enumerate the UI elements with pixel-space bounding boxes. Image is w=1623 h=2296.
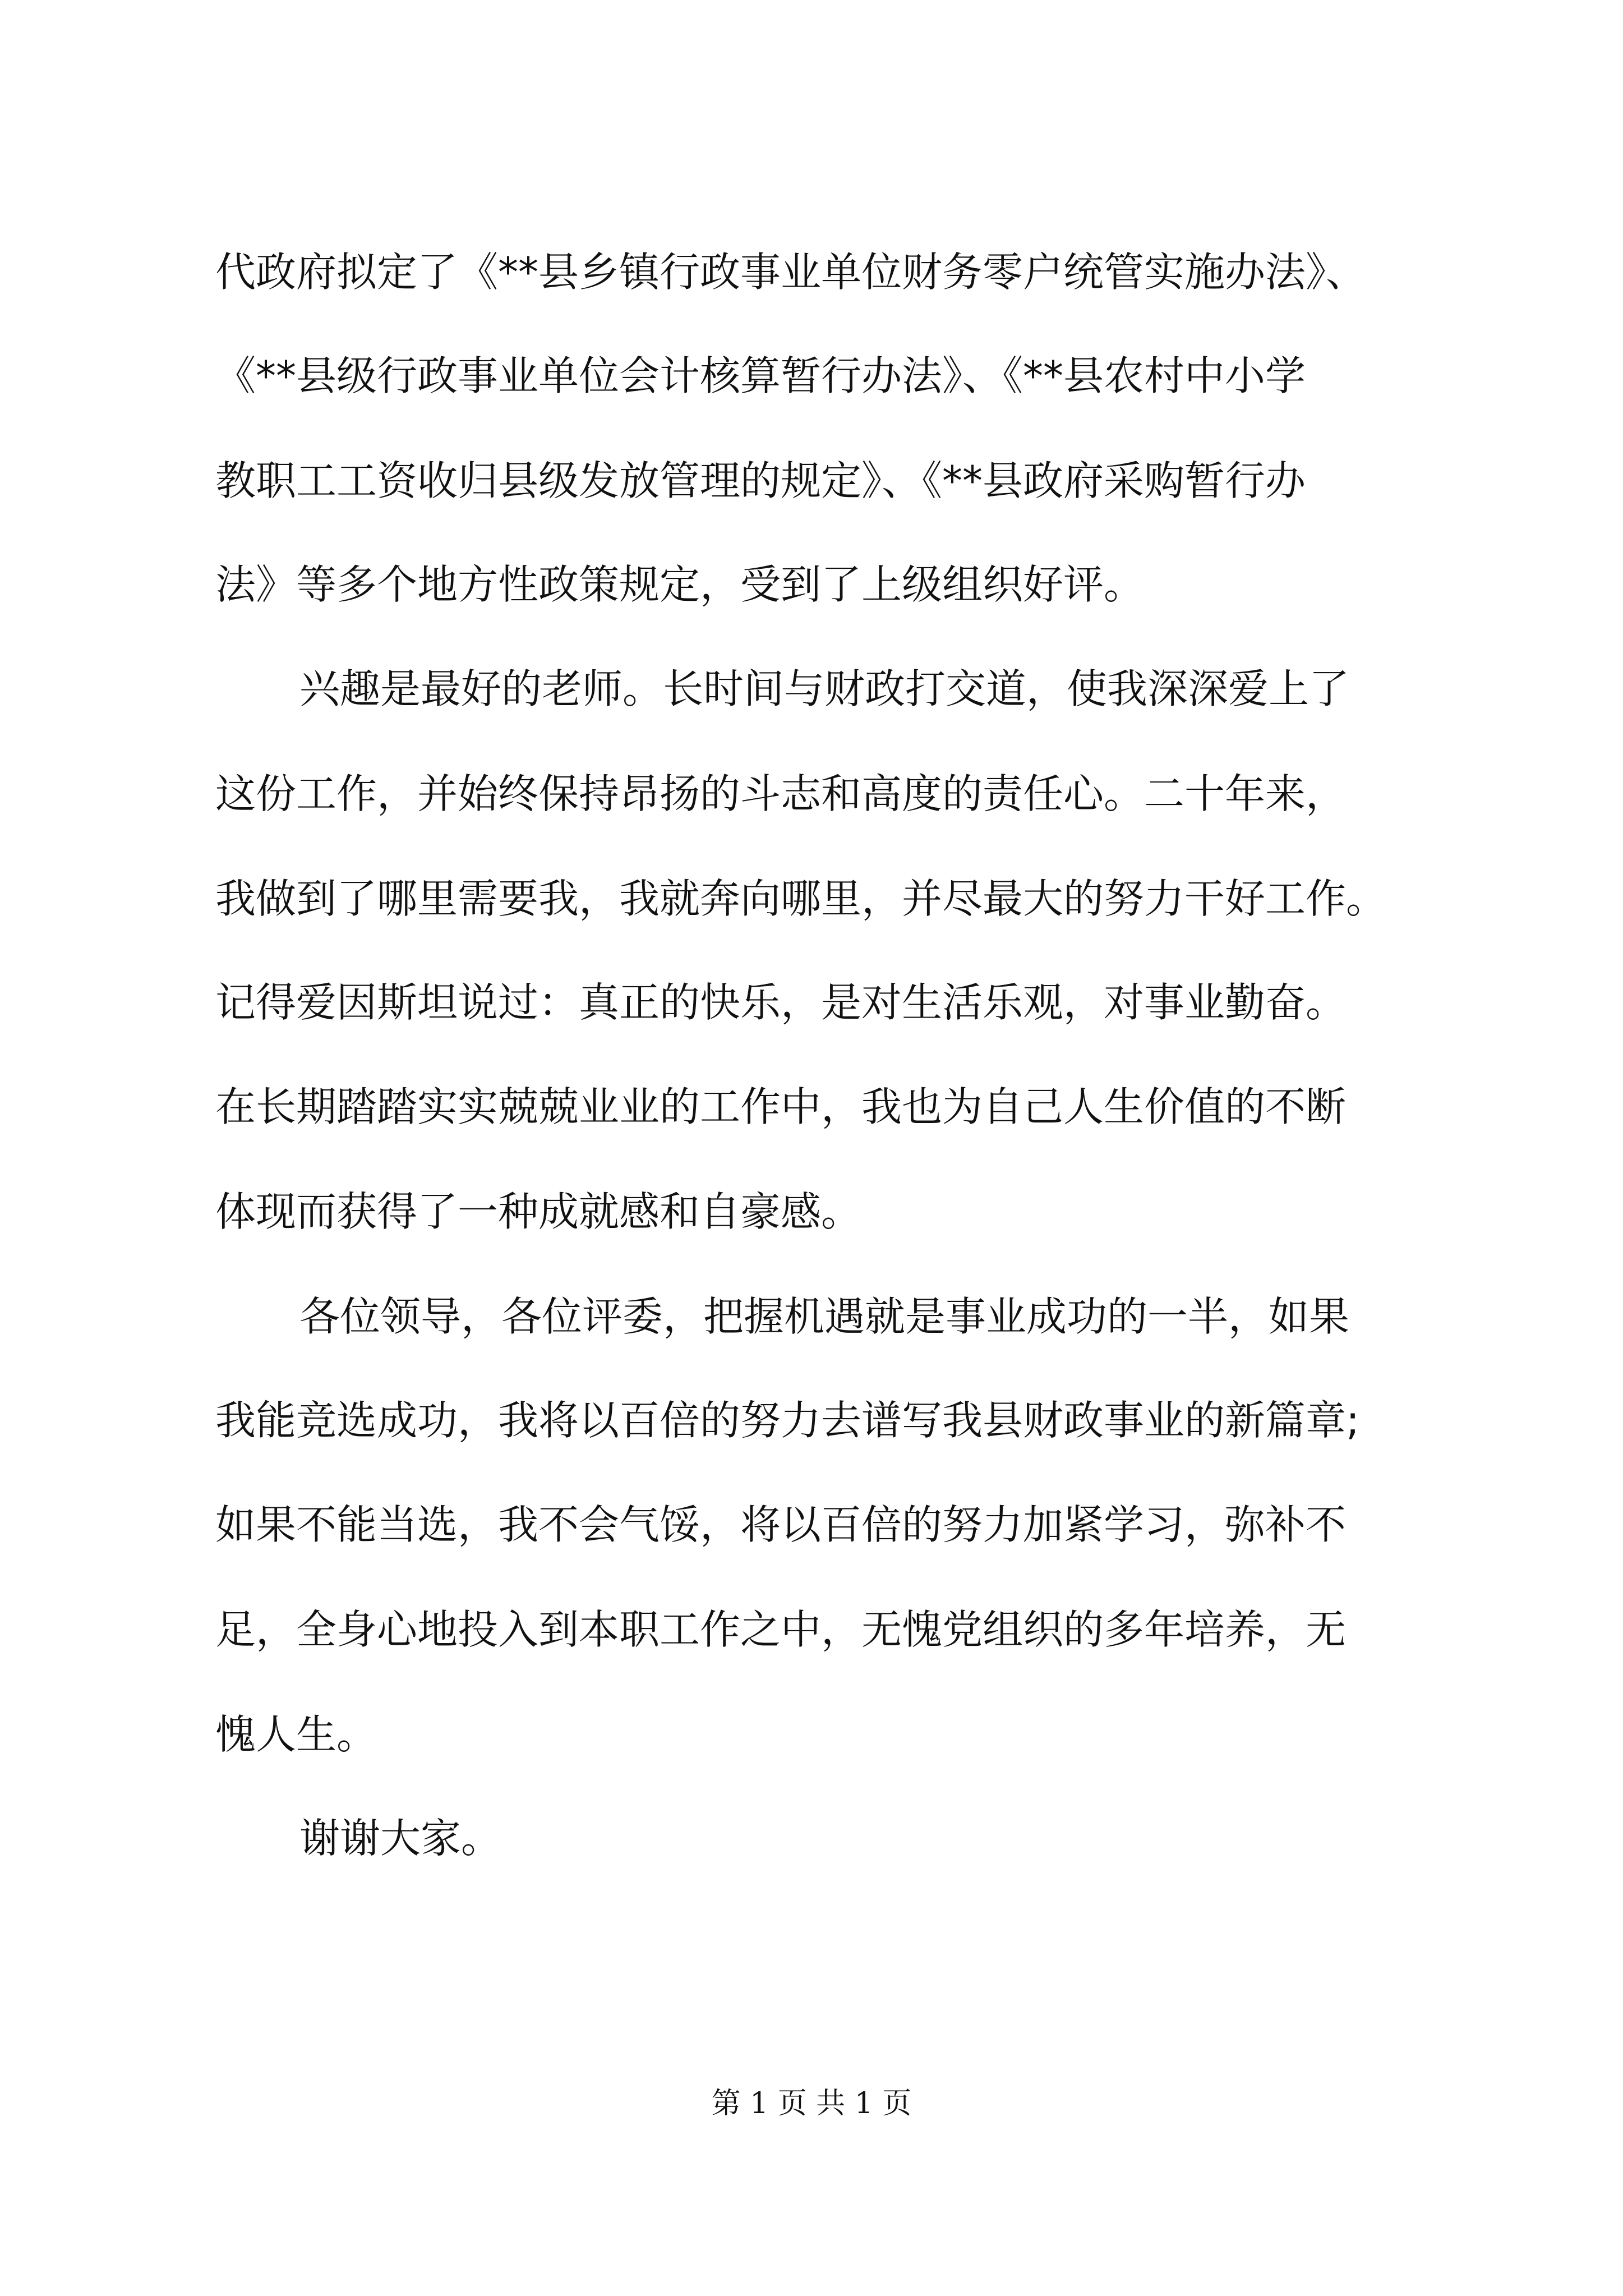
text-line: 如果不能当选，我不会气馁，将以百倍的努力加紧学习，弥补不 (215, 1501, 1347, 1548)
closing-line: 谢谢大家。 (299, 1815, 502, 1862)
text-line: 《**县级行政事业单位会计核算暂行办法》、《**县农村中小学 (215, 352, 1306, 399)
text-line: 在长期踏踏实实兢兢业业的工作中，我也为自己人生价值的不断 (215, 1083, 1347, 1130)
text-line: 愧人生。 (215, 1711, 377, 1758)
text-line: 我能竞选成功，我将以百倍的努力去谱写我县财政事业的新篇章; (215, 1397, 1360, 1444)
page-number-footer: 第 1 页 共 1 页 (711, 2087, 912, 2120)
text-line: 法》等多个地方性政策规定，受到了上级组织好评。 (215, 561, 1145, 608)
paragraph-first-line: 各位领导，各位评委，把握机遇就是事业成功的一半，如果 (299, 1293, 1350, 1340)
paragraph-first-line: 兴趣是最好的老师。长时间与财政打交道，使我深深爱上了 (299, 665, 1350, 712)
text-line: 记得爱因斯坦说过：真正的快乐，是对生活乐观，对事业勤奋。 (215, 979, 1347, 1026)
text-line: 体现而获得了一种成就感和自豪感。 (215, 1188, 862, 1235)
text-line: 代政府拟定了《**县乡镇行政事业单位财务零户统管实施办法》、 (215, 249, 1367, 296)
text-line: 足，全身心地投入到本职工作之中，无愧党组织的多年培养，无 (215, 1606, 1347, 1653)
text-line: 这份工作，并始终保持昂扬的斗志和高度的责任心。二十年来， (215, 770, 1347, 817)
text-line: 我做到了哪里需要我，我就奔向哪里，并尽最大的努力干好工作。 (215, 875, 1387, 922)
text-line: 教职工工资收归县级发放管理的规定》、《**县政府采购暂行办 (215, 457, 1306, 504)
